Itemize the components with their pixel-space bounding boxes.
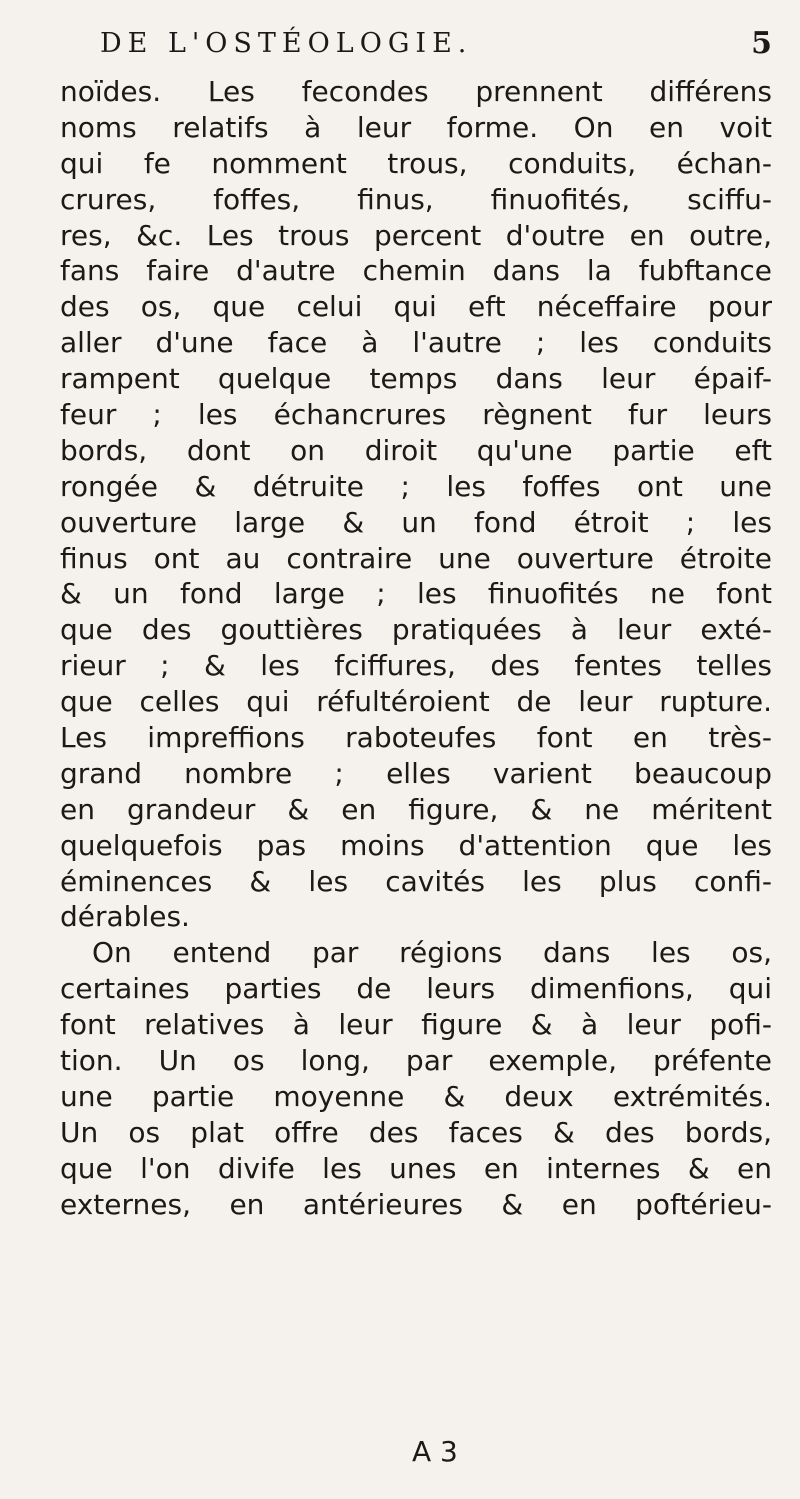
text-line: externes, en antérieures & en poftérieu- xyxy=(60,1187,772,1221)
text-line: crures, foffes, finus, finuofités, sciffu- xyxy=(60,182,772,216)
text-line: noïdes. Les fecondes prennent différens xyxy=(60,75,772,108)
text-line: qui fe nomment trous, conduits, échan- xyxy=(60,146,772,180)
text-line: rongée & détruite ; les foffes ont une xyxy=(60,469,772,503)
text-line: certaines parties de leurs dimenfions, qui xyxy=(60,972,772,1006)
text-line: éminences & les cavités les plus confi- xyxy=(60,864,772,898)
paragraph-1 xyxy=(60,74,772,935)
text-line: que l'on divife les unes en internes & en xyxy=(60,1151,772,1185)
text-line: que des gouttières pratiquées à leur exté- xyxy=(60,613,772,647)
text-line: noms relatifs à leur forme. On en voit xyxy=(60,110,772,144)
text-line: grand nombre ; elles varient beaucoup xyxy=(60,756,772,790)
paragraph-2 xyxy=(60,935,772,1222)
text-line: & un fond large ; les finuofités ne font xyxy=(60,577,772,611)
text-line: font relatives à leur figure & à leur pofi- xyxy=(60,1008,772,1042)
text-line: Les impreffions raboteufes font en très- xyxy=(60,721,772,755)
text-line: quelquefois pas moins d'attention que les xyxy=(60,828,772,862)
text-line: une partie moyenne & deux extrémités. xyxy=(60,1079,772,1113)
text-line: res, &c. Les trous percent d'outre en outre, xyxy=(60,218,772,252)
text-line: Un os plat offre des faces & des bords, xyxy=(60,1115,772,1149)
text-line: que celles qui réfultéroient de leur rupture. xyxy=(60,685,772,719)
text-line: rieur ; & les fciffures, des fentes telles xyxy=(60,649,772,683)
running-title: DE L'OSTÉOLOGIE. xyxy=(100,28,473,59)
text-line: dérables. xyxy=(60,900,190,934)
text-line: On entend par régions dans les os, xyxy=(92,936,772,970)
text-line: feur ; les échancrures règnent fur leurs xyxy=(60,398,772,432)
text-line: ouverture large & un fond étroit ; les xyxy=(60,505,772,539)
text-line: aller d'une face à l'autre ; les conduits xyxy=(60,326,772,360)
text-line: tion. Un os long, par exemple, préfente xyxy=(60,1044,772,1078)
running-head xyxy=(60,20,772,66)
text-line: en grandeur & en figure, & ne méritent xyxy=(60,792,772,826)
signature-mark: A 3 xyxy=(412,1435,458,1468)
text-line: finus ont au contraire une ouverture étroite xyxy=(60,541,772,575)
body-text xyxy=(60,74,772,1223)
page-number: 5 xyxy=(751,26,772,61)
text-line: rampent quelque temps dans leur épaif- xyxy=(60,362,772,396)
text-line: des os, que celui qui eft néceffaire pour xyxy=(60,290,772,324)
text-line: fans faire d'autre chemin dans la fubftance xyxy=(60,254,772,288)
text-line: bords, dont on diroit qu'une partie eft xyxy=(60,433,772,467)
